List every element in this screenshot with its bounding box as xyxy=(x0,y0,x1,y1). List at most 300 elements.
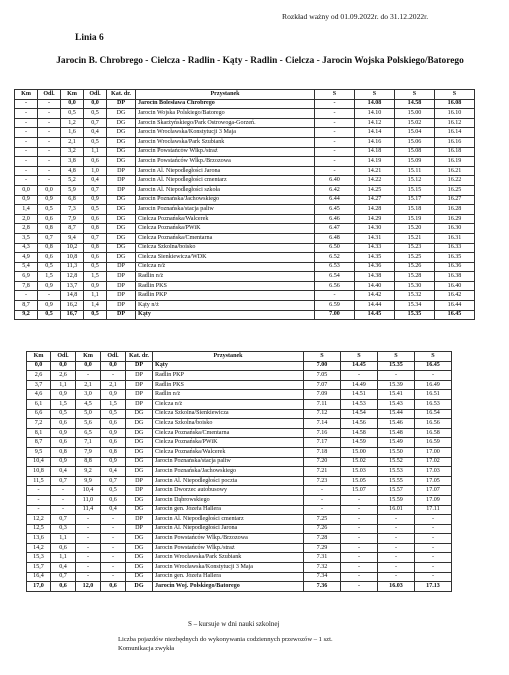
table-cell: - xyxy=(38,137,61,147)
table-cell: 7,8 xyxy=(15,281,38,291)
table-cell: 0,6 xyxy=(38,214,61,224)
table-cell: 7.12 xyxy=(304,409,341,419)
table-cell: 7,3 xyxy=(61,205,84,215)
table-cell: - xyxy=(415,534,452,544)
table-cell: - xyxy=(76,524,101,534)
table-cell: - xyxy=(101,563,126,573)
column-header: Km xyxy=(76,352,101,362)
table-cell: 14,8 xyxy=(61,291,84,301)
table-cell: - xyxy=(315,166,355,176)
table-cell: 3,8 xyxy=(61,157,84,167)
table-cell: 5,9 xyxy=(61,185,84,195)
table-cell: 14.30 xyxy=(355,224,395,234)
table-cell: 16.14 xyxy=(435,128,475,138)
table-cell: 15.21 xyxy=(395,233,435,243)
table-cell: - xyxy=(378,524,415,534)
table-cell: 4,5 xyxy=(76,399,101,409)
table-cell: 16,7 xyxy=(61,310,84,320)
table-cell: DG xyxy=(107,224,136,234)
stop-name-cell: Cielcza Szkolna/boisko xyxy=(136,243,315,253)
table-cell: 15.35 xyxy=(395,310,435,320)
table-cell: DP xyxy=(107,281,136,291)
table-cell: - xyxy=(15,291,38,301)
table-cell: - xyxy=(27,495,51,505)
table-cell: 6.42 xyxy=(315,185,355,195)
stop-name-cell: Cielcza Szkolna/Sienkiewicza xyxy=(153,409,304,419)
table-cell: - xyxy=(378,543,415,553)
table-cell: DP xyxy=(126,524,153,534)
table-row xyxy=(15,291,475,301)
table-cell: 7,9 xyxy=(61,214,84,224)
table-cell: - xyxy=(315,109,355,119)
stop-name-cell: Jarocin Poznańska/Jachowskiego xyxy=(136,195,315,205)
stop-name-cell: Cielcza Poznańska/PWiK xyxy=(153,438,304,448)
stop-name-cell: Jarocin Wrocławska/Park Szubiank xyxy=(136,137,315,147)
table-cell: 7.18 xyxy=(304,447,341,457)
note-line: Liczba pojazdów niezbędnych do wykonywania codziennych przewozów – 1 szt. xyxy=(118,636,333,643)
table-cell: 4,3 xyxy=(15,243,38,253)
table-cell: 15.19 xyxy=(395,214,435,224)
table-cell: 6.54 xyxy=(315,272,355,282)
table-cell: 14.14 xyxy=(355,128,395,138)
table-cell: 16.56 xyxy=(415,419,452,429)
table-cell: 15.04 xyxy=(395,128,435,138)
table-cell: 6.59 xyxy=(315,301,355,311)
table-cell: - xyxy=(341,371,378,381)
column-header: S xyxy=(355,90,395,100)
table-cell: 0,3 xyxy=(51,524,76,534)
table-cell: 15.03 xyxy=(341,467,378,477)
table-cell: 3,0 xyxy=(76,390,101,400)
table-cell: 14.22 xyxy=(355,176,395,186)
table-cell: - xyxy=(315,157,355,167)
table-cell: 6.40 xyxy=(315,176,355,186)
table-cell: - xyxy=(15,166,38,176)
table-cell: 1,5 xyxy=(84,272,107,282)
table-cell: 0,9 xyxy=(51,457,76,467)
table-row xyxy=(15,281,475,291)
table-row xyxy=(27,505,452,515)
column-header: Odl. xyxy=(101,352,126,362)
table-cell: - xyxy=(315,99,355,109)
table-cell: 16.30 xyxy=(435,224,475,234)
stop-name-cell: Jarocin Woj. Polskiego/Batorego xyxy=(153,582,304,592)
table-cell: 7.16 xyxy=(304,428,341,438)
table-cell: 7.32 xyxy=(304,563,341,573)
table-cell: 1,1 xyxy=(51,553,76,563)
table-cell: - xyxy=(341,572,378,582)
table-cell: 14.44 xyxy=(355,301,395,311)
table-cell: 0,0 xyxy=(15,185,38,195)
table-cell: 1,1 xyxy=(51,534,76,544)
stop-name-cell: Jarocin Al. Niepodległości Jarona xyxy=(153,524,304,534)
table-cell: 1,1 xyxy=(84,147,107,157)
table-cell: 16.58 xyxy=(415,428,452,438)
table-row xyxy=(27,486,452,496)
table-cell: 15.05 xyxy=(341,476,378,486)
table-cell: - xyxy=(76,371,101,381)
table-row xyxy=(27,476,452,486)
stop-name-cell: Cielcza Poznańska/Cmentarna xyxy=(153,428,304,438)
table-cell: 14.18 xyxy=(355,147,395,157)
table-cell: 15.49 xyxy=(378,438,415,448)
table-cell: DG xyxy=(126,447,153,457)
table-cell: 0,5 xyxy=(101,409,126,419)
table-cell: DP xyxy=(126,476,153,486)
table-cell: - xyxy=(51,486,76,496)
table-cell: 0,6 xyxy=(101,419,126,429)
table-cell: 15.00 xyxy=(395,109,435,119)
stop-name-cell: Radlin PKP xyxy=(136,291,315,301)
table-cell: - xyxy=(15,118,38,128)
table-cell: - xyxy=(15,157,38,167)
table-cell: 16.45 xyxy=(435,310,475,320)
stop-name-cell: Jarocin Al. Niepodległości cmentarz xyxy=(136,176,315,186)
table-cell: 0,4 xyxy=(101,467,126,477)
table-cell: 0,7 xyxy=(101,476,126,486)
table-cell: 10,2 xyxy=(61,243,84,253)
table-cell: 7.36 xyxy=(304,582,341,592)
table-cell: 0,0 xyxy=(61,99,84,109)
table-cell: - xyxy=(76,553,101,563)
table-row xyxy=(15,176,475,186)
table-row xyxy=(27,409,452,419)
table-cell: 16.16 xyxy=(435,137,475,147)
table-cell: DP xyxy=(107,272,136,282)
table-row xyxy=(15,137,475,147)
stop-name-cell: Kąty xyxy=(136,310,315,320)
table-row xyxy=(15,301,475,311)
table-cell: - xyxy=(38,176,61,186)
table-cell: 14.29 xyxy=(355,214,395,224)
table-row xyxy=(15,262,475,272)
table-cell: 5,0 xyxy=(76,409,101,419)
table-cell: 15.35 xyxy=(378,361,415,371)
table-row xyxy=(27,399,452,409)
table-row xyxy=(15,224,475,234)
table-cell: 0,6 xyxy=(101,438,126,448)
table-cell: 15.34 xyxy=(395,301,435,311)
table-cell: - xyxy=(341,543,378,553)
table-cell: 6,5 xyxy=(76,428,101,438)
table-cell: 1,5 xyxy=(101,399,126,409)
stop-name-cell: Cielcza n/ż xyxy=(153,399,304,409)
table-cell: 14.35 xyxy=(355,253,395,263)
table-cell: 15,3 xyxy=(27,553,51,563)
table-cell: 3,7 xyxy=(27,380,51,390)
table-cell: 14.28 xyxy=(355,205,395,215)
table-cell: 14.12 xyxy=(355,118,395,128)
table-cell: 1,2 xyxy=(61,118,84,128)
table-cell: 15.07 xyxy=(341,486,378,496)
table-cell: 14.49 xyxy=(341,380,378,390)
table-cell: 0,7 xyxy=(51,515,76,525)
table-cell: DG xyxy=(126,543,153,553)
table-cell: 10,4 xyxy=(27,457,51,467)
table-cell: 0,5 xyxy=(38,262,61,272)
stop-name-cell: Jarocin Al. Niepodległości szkoła xyxy=(136,185,315,195)
table-cell: 7.31 xyxy=(304,553,341,563)
table-cell: 7,2 xyxy=(27,419,51,429)
table-cell: 0,7 xyxy=(84,118,107,128)
table-cell: 0,9 xyxy=(51,428,76,438)
table-cell: - xyxy=(315,291,355,301)
table-cell: 13,6 xyxy=(27,534,51,544)
table-cell: 6,8 xyxy=(61,195,84,205)
table-cell: 0,8 xyxy=(38,224,61,234)
table-cell: 17.00 xyxy=(415,447,452,457)
stop-name-cell: Radlin PKP xyxy=(153,371,304,381)
table-cell: 0,9 xyxy=(101,390,126,400)
table-cell: 7,1 xyxy=(76,438,101,448)
table-row xyxy=(27,572,452,582)
column-header: Przystanek xyxy=(136,90,315,100)
table-cell: - xyxy=(101,515,126,525)
table-cell: 4,9 xyxy=(15,253,38,263)
table-cell: 17.09 xyxy=(415,495,452,505)
table-cell: - xyxy=(38,157,61,167)
table-header xyxy=(27,352,452,362)
table-cell: 0,7 xyxy=(84,233,107,243)
table-cell: - xyxy=(15,128,38,138)
table-cell: 9,9 xyxy=(76,476,101,486)
stop-name-cell: Kąty n/ż xyxy=(136,301,315,311)
table-row xyxy=(15,128,475,138)
table-cell: 0,6 xyxy=(84,253,107,263)
table-cell: 16,4 xyxy=(27,572,51,582)
column-header: S xyxy=(415,352,452,362)
table-cell: 14.36 xyxy=(355,262,395,272)
table-row xyxy=(27,438,452,448)
table-cell: 15.39 xyxy=(378,380,415,390)
column-header: S xyxy=(395,90,435,100)
table-cell: 8,7 xyxy=(61,224,84,234)
table-cell: 16.12 xyxy=(435,118,475,128)
table-cell: 12,0 xyxy=(76,582,101,592)
table-cell: 15.02 xyxy=(395,118,435,128)
table-row xyxy=(15,272,475,282)
table-cell: - xyxy=(378,515,415,525)
table-cell: 6,6 xyxy=(27,409,51,419)
table-cell: 0,9 xyxy=(51,390,76,400)
stop-name-cell: Jarocin Powstańców Wlkp./straż xyxy=(136,147,315,157)
table-cell: - xyxy=(27,486,51,496)
table-cell: - xyxy=(378,563,415,573)
table-cell: - xyxy=(378,371,415,381)
table-cell: 15.08 xyxy=(395,147,435,157)
table-cell: 16.27 xyxy=(435,195,475,205)
table-cell: 14.59 xyxy=(341,438,378,448)
table-cell: 0,6 xyxy=(51,438,76,448)
table-cell: 15.57 xyxy=(378,486,415,496)
table-cell: 0,6 xyxy=(51,419,76,429)
table-cell: 17.11 xyxy=(415,505,452,515)
table-cell: 15.26 xyxy=(395,262,435,272)
stop-name-cell: Jarocin Wrocławska/Park Szubiank xyxy=(153,553,304,563)
table-cell: 0,6 xyxy=(84,157,107,167)
table-cell: 7.14 xyxy=(304,419,341,429)
table-cell: 15,7 xyxy=(27,563,51,573)
table-cell: DP xyxy=(126,380,153,390)
table-cell: 15.11 xyxy=(395,166,435,176)
table-cell: 14.51 xyxy=(341,390,378,400)
table-cell: 1,5 xyxy=(51,399,76,409)
table-cell: 0,5 xyxy=(61,109,84,119)
stop-name-cell: Jarocin Poznańska/stacja paliw xyxy=(153,457,304,467)
table-row xyxy=(15,166,475,176)
table-cell: 15.00 xyxy=(341,447,378,457)
table-cell: - xyxy=(38,147,61,157)
table-cell: - xyxy=(15,99,38,109)
table-row xyxy=(27,524,452,534)
table-cell: 14.45 xyxy=(355,310,395,320)
table-cell: - xyxy=(378,553,415,563)
table-cell: DG xyxy=(107,243,136,253)
validity-text: Rozkład ważny od 01.09.2022r. do 31.12.2022r. xyxy=(282,12,429,21)
table-cell: DP xyxy=(126,515,153,525)
table-cell: - xyxy=(51,505,76,515)
table-row xyxy=(15,118,475,128)
table-cell: 0,8 xyxy=(51,447,76,457)
vehicle-note xyxy=(118,636,333,653)
stop-name-cell: Kąty xyxy=(153,361,304,371)
table-cell: - xyxy=(76,563,101,573)
table-cell: 16,2 xyxy=(61,301,84,311)
table-cell: - xyxy=(415,553,452,563)
column-header: Kat. dr. xyxy=(107,90,136,100)
table-row xyxy=(15,157,475,167)
table-cell: 16.45 xyxy=(415,361,452,371)
table-cell: 9,2 xyxy=(76,467,101,477)
table-cell: 8,7 xyxy=(27,438,51,448)
table-cell: 17.07 xyxy=(415,486,452,496)
column-header: Odl. xyxy=(38,90,61,100)
table-cell: DG xyxy=(126,534,153,544)
timetable-return xyxy=(26,351,452,592)
table-cell: 16.33 xyxy=(435,243,475,253)
table-cell: 8,7 xyxy=(15,301,38,311)
table-cell: - xyxy=(15,109,38,119)
table-cell: 2,1 xyxy=(101,380,126,390)
table-cell: 6.44 xyxy=(315,195,355,205)
column-header: S xyxy=(315,90,355,100)
table-cell: 0,6 xyxy=(101,495,126,505)
table-cell: 0,5 xyxy=(84,109,107,119)
table-cell: 16.59 xyxy=(415,438,452,448)
table-cell: 0,6 xyxy=(101,582,126,592)
table-cell: 14.40 xyxy=(355,281,395,291)
stop-name-cell: Jarocin Al. Niepodległości cmentarz xyxy=(153,515,304,525)
table-cell: 14.21 xyxy=(355,166,395,176)
table-row xyxy=(27,361,452,371)
table-row xyxy=(15,310,475,320)
table-cell: DG xyxy=(107,195,136,205)
stop-name-cell: Jarocin gen. Józefa Hallera xyxy=(153,572,304,582)
table-cell: 15.46 xyxy=(378,419,415,429)
table-cell: 6,1 xyxy=(27,399,51,409)
table-cell: 17.02 xyxy=(415,457,452,467)
table-cell: 15.12 xyxy=(395,176,435,186)
table-cell: 15.23 xyxy=(395,243,435,253)
table-cell: 16.35 xyxy=(435,253,475,263)
table-cell: 3,5 xyxy=(15,233,38,243)
stop-name-cell: Jarocin Wrocławska/Konstytucji 3 Maja xyxy=(153,563,304,573)
table-cell: 0,9 xyxy=(15,195,38,205)
table-cell: - xyxy=(101,553,126,563)
table-cell: DG xyxy=(107,137,136,147)
table-cell: 0,5 xyxy=(84,262,107,272)
table-cell: 7.20 xyxy=(304,457,341,467)
table-cell: 7.21 xyxy=(304,467,341,477)
stop-name-cell: Cielcza n/ż xyxy=(136,262,315,272)
table-cell: 12,5 xyxy=(27,524,51,534)
table-cell: DP xyxy=(107,310,136,320)
table-row xyxy=(27,428,452,438)
table-cell: 0,5 xyxy=(38,310,61,320)
table-cell: DP xyxy=(107,301,136,311)
table-cell: DG xyxy=(126,505,153,515)
table-row xyxy=(27,543,452,553)
table-cell: 6.56 xyxy=(315,281,355,291)
table-cell: - xyxy=(304,505,341,515)
table-cell: 15.52 xyxy=(378,457,415,467)
table-cell: - xyxy=(341,495,378,505)
table-cell: 0,4 xyxy=(101,505,126,515)
table-cell: - xyxy=(415,563,452,573)
table-cell: DG xyxy=(126,419,153,429)
stop-name-cell: Radlin PKS xyxy=(153,380,304,390)
table-cell: - xyxy=(38,109,61,119)
table-cell: - xyxy=(101,572,126,582)
table-cell: 9,4 xyxy=(61,233,84,243)
table-cell: - xyxy=(415,572,452,582)
table-cell: 8,8 xyxy=(76,457,101,467)
table-cell: 14.45 xyxy=(341,361,378,371)
table-cell: - xyxy=(315,147,355,157)
table-row xyxy=(27,515,452,525)
table-cell: DP xyxy=(107,262,136,272)
table-cell: - xyxy=(315,118,355,128)
table-row xyxy=(15,205,475,215)
table-cell: - xyxy=(15,147,38,157)
table-cell: 0,5 xyxy=(84,137,107,147)
stop-name-cell: Jarocin Powstańców Wlkp./straż xyxy=(153,543,304,553)
table-cell: - xyxy=(38,166,61,176)
table-cell: 15.18 xyxy=(395,205,435,215)
table-cell: 7.00 xyxy=(304,361,341,371)
table-cell: DG xyxy=(126,467,153,477)
table-cell: DG xyxy=(107,109,136,119)
column-header: Km xyxy=(61,90,84,100)
table-cell: 9,5 xyxy=(27,447,51,457)
table-row xyxy=(27,447,452,457)
stop-name-cell: Jarocin Poznańska/stacja paliw xyxy=(136,205,315,215)
table-cell: DG xyxy=(126,572,153,582)
table-cell: 0,8 xyxy=(84,224,107,234)
table-cell: DG xyxy=(126,563,153,573)
table-cell: 0,0 xyxy=(76,361,101,371)
table-cell: - xyxy=(101,371,126,381)
stop-name-cell: Jarocin Powstańców Wlkp./Brzozowa xyxy=(153,534,304,544)
table-cell: - xyxy=(378,572,415,582)
table-cell: 0,5 xyxy=(38,205,61,215)
table-cell: - xyxy=(38,291,61,301)
stop-name-cell: Jarocin Powstańców Wlkp./Brzozowa xyxy=(136,157,315,167)
table-cell: - xyxy=(341,505,378,515)
table-cell: 16.38 xyxy=(435,272,475,282)
table-cell: 7.00 xyxy=(315,310,355,320)
table-row xyxy=(27,390,452,400)
